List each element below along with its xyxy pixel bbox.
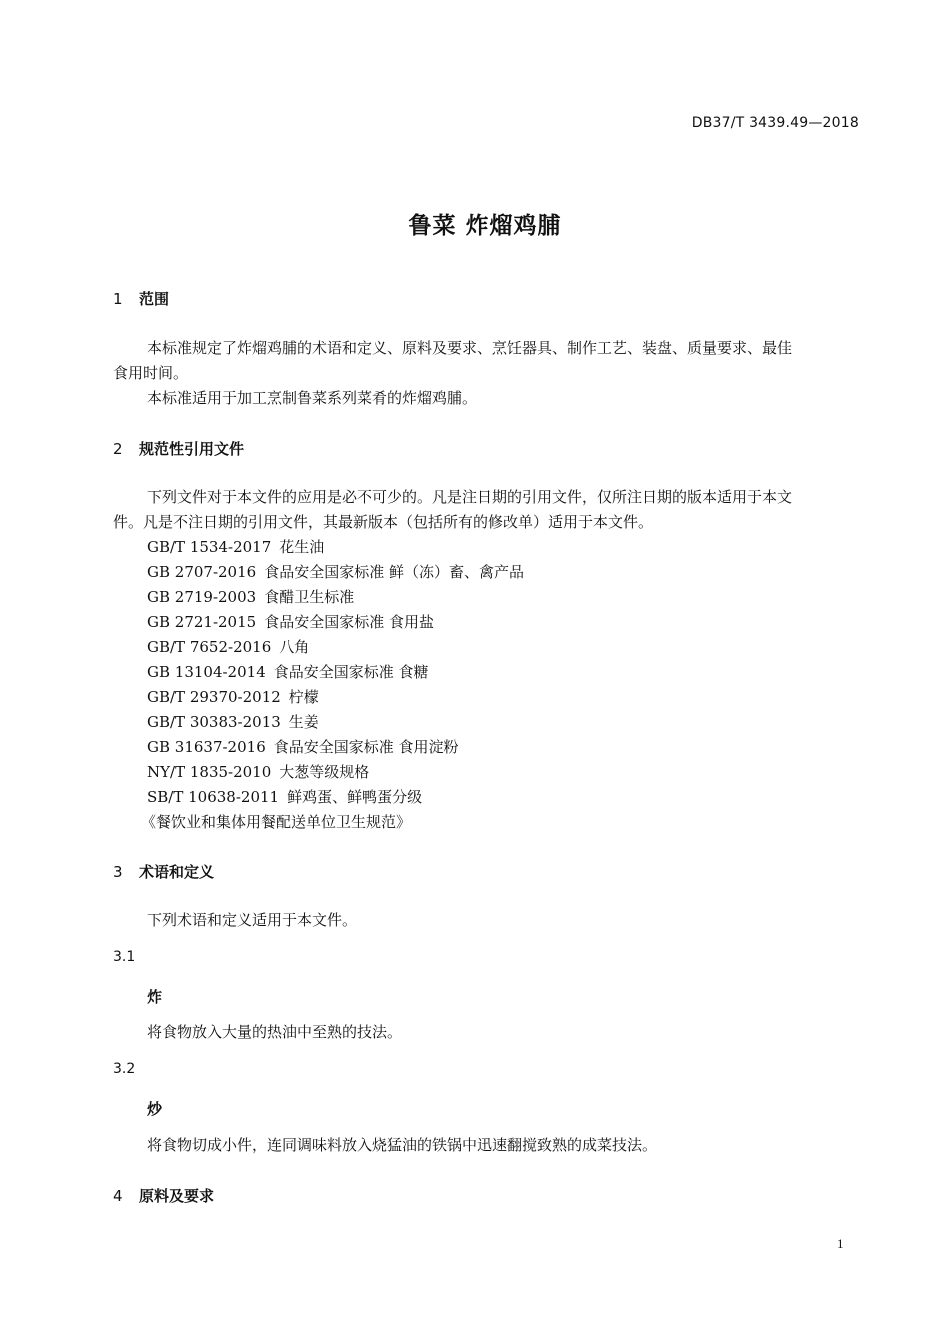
reference-name: 鲜鸡蛋、鲜鸭蛋分级 xyxy=(287,788,423,806)
reference-item xyxy=(147,710,524,735)
reference-item xyxy=(147,635,524,660)
reference-item xyxy=(147,760,524,785)
section-heading-normative-references xyxy=(113,438,244,459)
reference-code: GB/T 1534-2017 xyxy=(147,538,272,556)
reference-code: GB 13104-2014 xyxy=(147,663,266,681)
term-number: 3.2 xyxy=(113,1061,136,1077)
page-number: 1 xyxy=(837,1236,844,1251)
reference-name: 大葱等级规格 xyxy=(279,763,370,781)
reference-code: GB 2707-2016 xyxy=(147,563,257,581)
section-heading-scope xyxy=(113,288,169,309)
reference-code: GB 31637-2016 xyxy=(147,738,266,756)
reference-name: 花生油 xyxy=(279,538,325,556)
reference-name: 食品安全国家标准 食糖 xyxy=(273,663,429,681)
reference-name: 食品安全国家标准 食用盐 xyxy=(264,613,434,631)
document-number: DB37/T 3439.49—2018 xyxy=(691,115,859,131)
section-title: 术语和定义 xyxy=(139,863,215,881)
reference-code: GB/T 29370-2012 xyxy=(147,688,281,706)
term-name: 炒 xyxy=(147,1100,163,1118)
reference-item xyxy=(147,785,524,810)
section-number: 1 xyxy=(113,290,123,308)
reference-item xyxy=(147,560,524,585)
term-number: 3.1 xyxy=(113,949,136,965)
reference-code: GB/T 7652-2016 xyxy=(147,638,272,656)
scope-paragraph xyxy=(113,336,860,411)
reference-name: 食品安全国家标准 食用淀粉 xyxy=(273,738,459,756)
text-line: 本标准适用于加工烹制鲁菜系列菜肴的炸熘鸡脯。 xyxy=(147,389,478,407)
reference-name: 八角 xyxy=(279,638,310,656)
reference-item: 《餐饮业和集体用餐配送单位卫生规范》 xyxy=(141,813,412,831)
text-line: 件。凡是不注日期的引用文件，其最新版本（包括所有的修改单）适用于本文件。 xyxy=(113,513,654,531)
section-title: 范围 xyxy=(139,290,170,308)
normative-intro xyxy=(113,485,860,535)
term-definition: 将食物切成小件，连同调味料放入烧猛油的铁锅中迅速翻搅致熟的成菜技法。 xyxy=(147,1136,658,1154)
reference-list xyxy=(141,535,524,835)
section-number: 2 xyxy=(113,440,123,458)
text-line: 本标准规定了炸熘鸡脯的术语和定义、原料及要求、烹饪器具、制作工艺、装盘、质量要求、最佳 xyxy=(147,339,793,357)
text-line: 食用时间。 xyxy=(113,364,189,382)
section-title: 规范性引用文件 xyxy=(139,440,245,458)
reference-name: 生姜 xyxy=(288,713,319,731)
terms-intro: 下列术语和定义适用于本文件。 xyxy=(147,911,358,929)
reference-name: 柠檬 xyxy=(288,688,319,706)
reference-code: SB/T 10638-2011 xyxy=(147,788,280,806)
reference-item xyxy=(147,610,524,635)
section-number: 3 xyxy=(113,863,123,881)
term-definition: 将食物放入大量的热油中至熟的技法。 xyxy=(147,1023,403,1041)
section-title: 原料及要求 xyxy=(139,1187,215,1205)
reference-item xyxy=(147,660,524,685)
section-number: 4 xyxy=(113,1187,123,1205)
reference-code: GB/T 30383-2013 xyxy=(147,713,281,731)
reference-item xyxy=(147,735,524,760)
document-title: 鲁菜 炸熘鸡脯 xyxy=(408,213,562,239)
reference-code: GB 2719-2003 xyxy=(147,588,257,606)
text-line: 下列文件对于本文件的应用是必不可少的。凡是注日期的引用文件，仅所注日期的版本适用于本文 xyxy=(147,488,793,506)
reference-name: 食醋卫生标准 xyxy=(264,588,355,606)
reference-code: GB 2721-2015 xyxy=(147,613,257,631)
section-heading-terms xyxy=(113,861,214,882)
term-name: 炸 xyxy=(147,988,163,1006)
reference-name: 食品安全国家标准 鲜（冻）畜、禽产品 xyxy=(264,563,524,581)
reference-item xyxy=(147,535,524,560)
reference-item xyxy=(147,585,524,610)
section-heading-materials xyxy=(113,1185,214,1206)
reference-code: NY/T 1835-2010 xyxy=(147,763,272,781)
reference-item xyxy=(147,685,524,710)
